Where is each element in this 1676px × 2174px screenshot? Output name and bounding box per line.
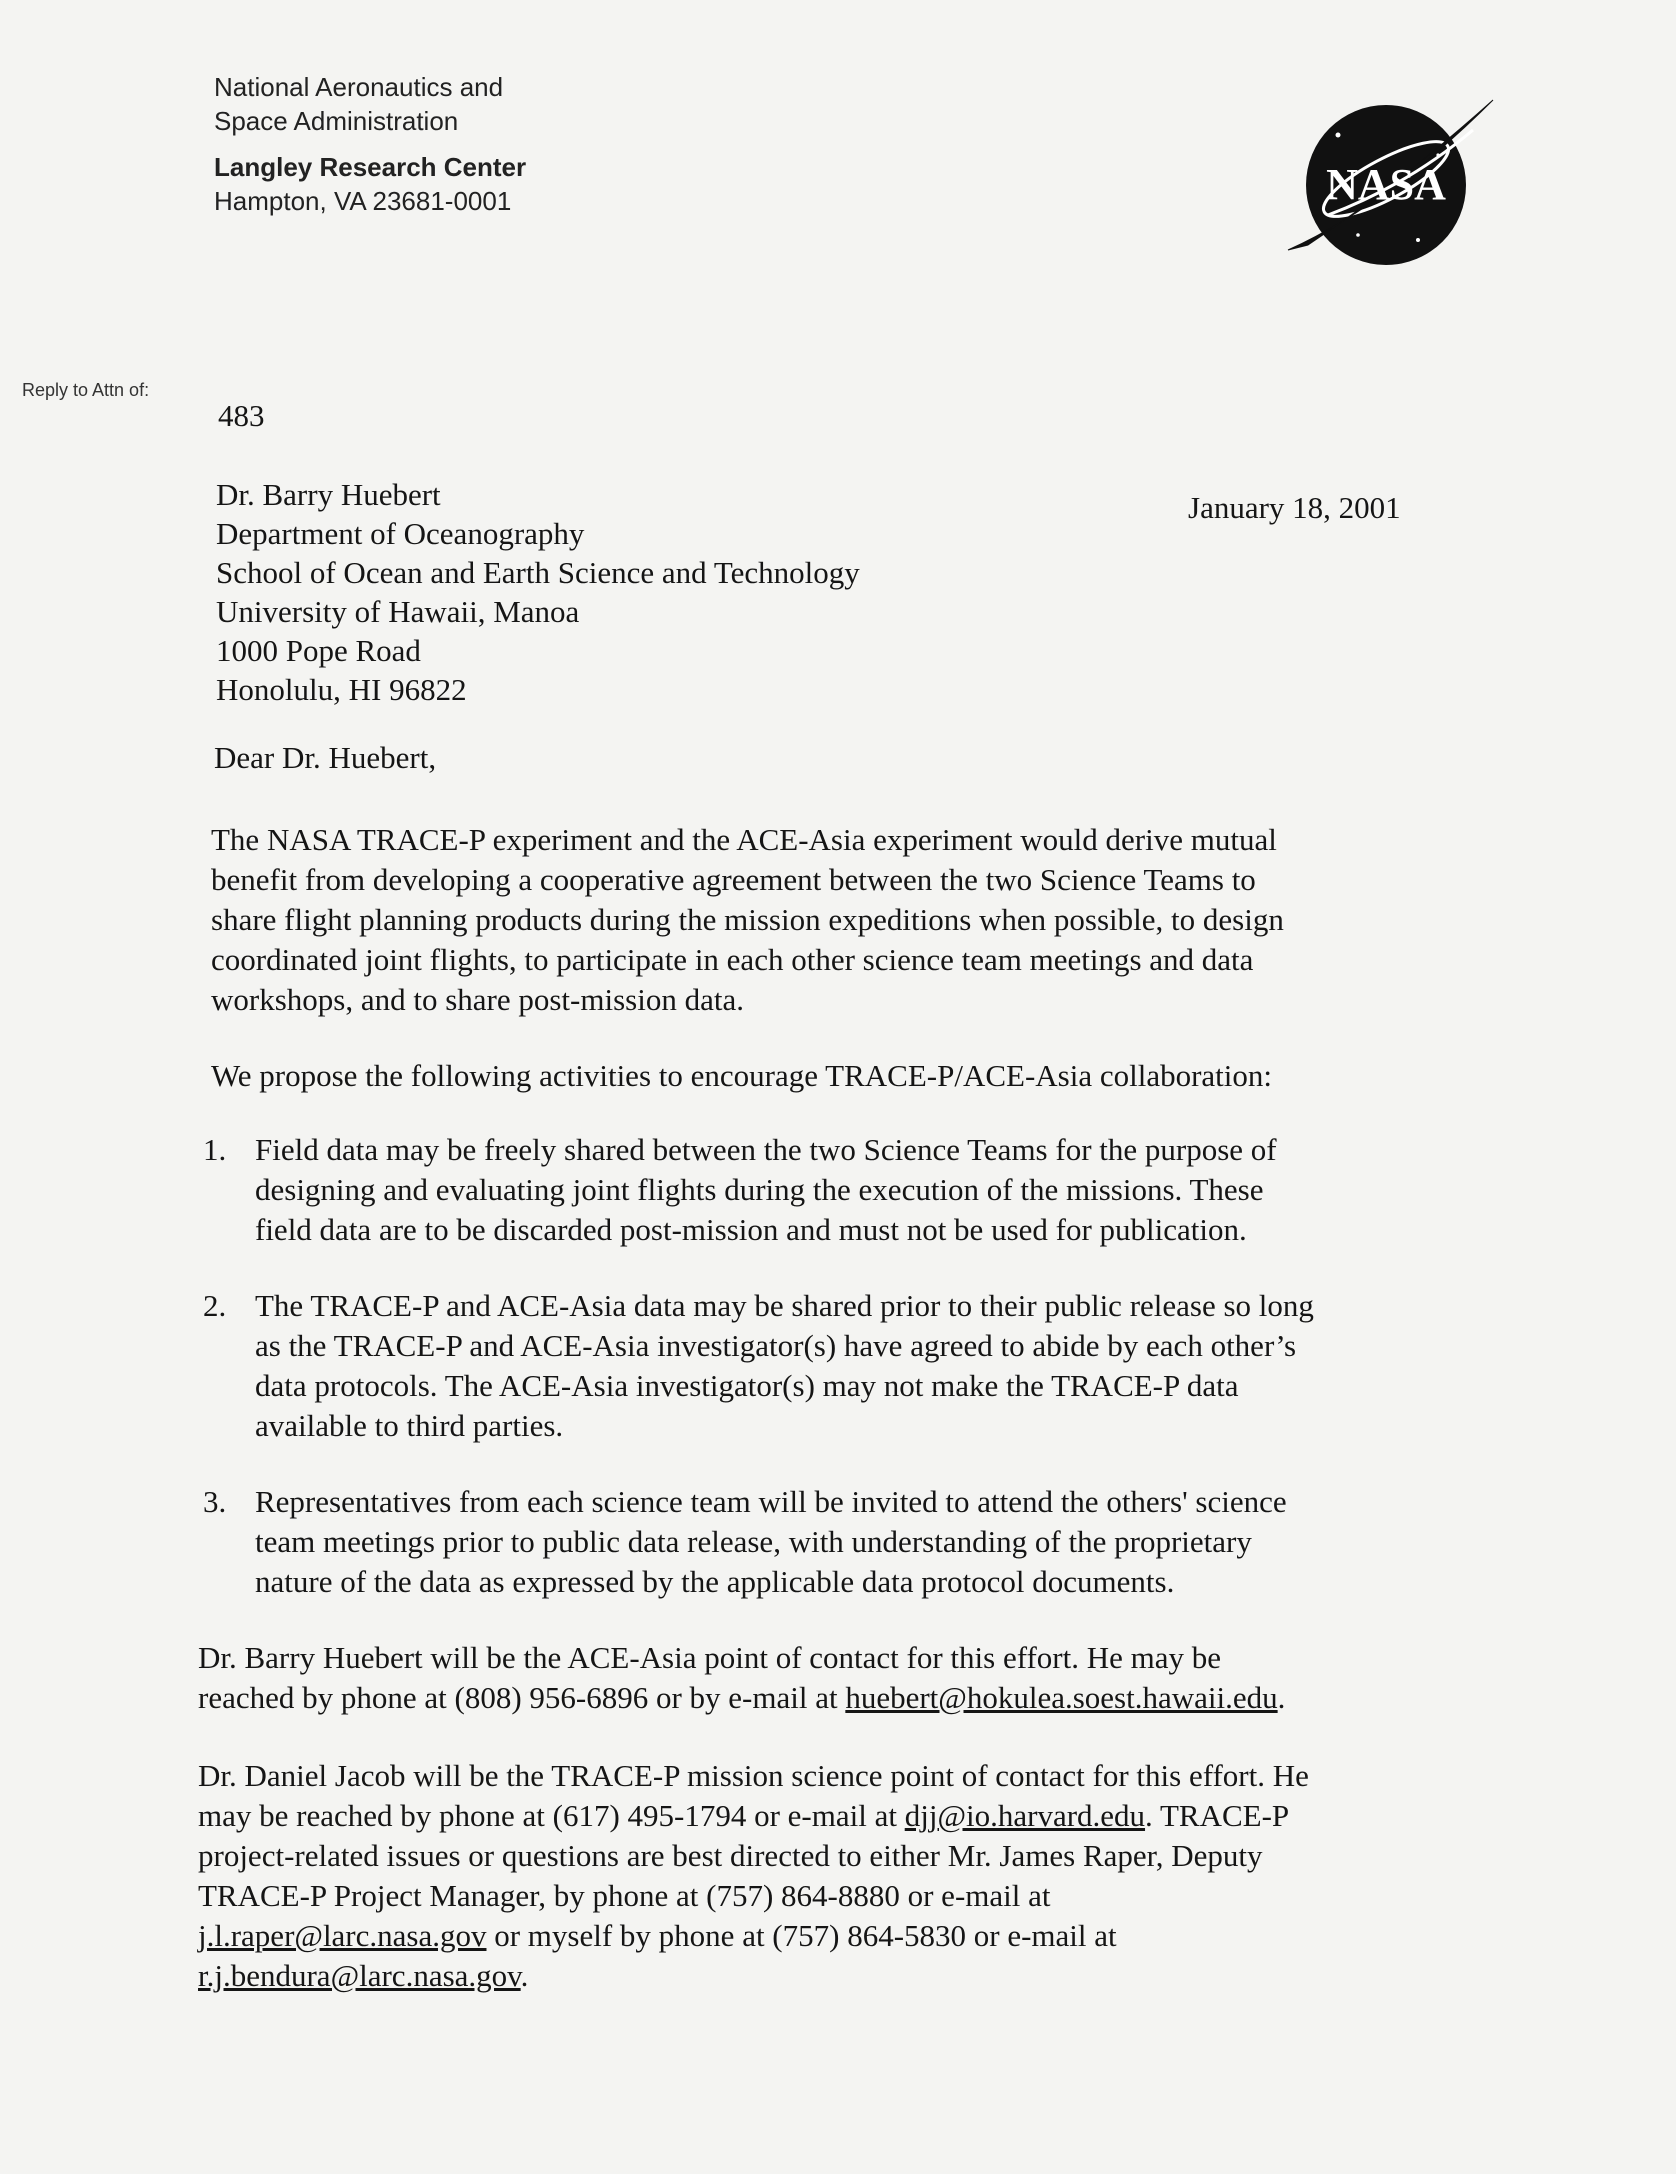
huebert-email-link[interactable]: huebert@hokulea.soest.hawaii.edu bbox=[845, 1680, 1278, 1715]
contact-paragraph-jacob bbox=[198, 1756, 1448, 1996]
list-item-number: 3. bbox=[203, 1484, 227, 1519]
paragraph-line bbox=[198, 1956, 1448, 1996]
contact-paragraph-huebert bbox=[198, 1638, 1448, 1718]
list-item-line: team meetings prior to public data release, with understanding of the proprietary bbox=[255, 1524, 1252, 1559]
proposal-intro: We propose the following activities to encourage TRACE-P/ACE-Asia collaboration: bbox=[211, 1058, 1273, 1093]
paragraph-text: reached by phone at (808) 956-6896 or by e-mail at bbox=[198, 1680, 846, 1715]
paragraph-line: benefit from developing a cooperative agreement between the two Science Teams to bbox=[211, 862, 1256, 897]
list-item-line: as the TRACE-P and ACE-Asia investigator(s) have agreed to abide by each other’s bbox=[255, 1328, 1297, 1363]
list-item-line: Field data may be freely shared between the two Science Teams for the purpose of bbox=[255, 1132, 1277, 1167]
agency-name-line2: Space Administration bbox=[214, 106, 459, 136]
list-item-line: Representatives from each science team will be invited to attend the others' science bbox=[255, 1484, 1287, 1519]
letterhead-agency bbox=[214, 70, 526, 218]
list-item-number: 2. bbox=[203, 1288, 227, 1323]
paragraph-line: Dr. Barry Huebert will be the ACE-Asia point of contact for this effort. He may be bbox=[198, 1640, 1222, 1675]
list-item-line: The TRACE-P and ACE-Asia data may be shared prior to their public release so long bbox=[255, 1288, 1314, 1323]
logo-wordmark: NASA bbox=[1326, 160, 1446, 209]
recipient-city: Honolulu, HI 96822 bbox=[216, 672, 467, 707]
paragraph-line bbox=[198, 1796, 1448, 1836]
salutation: Dear Dr. Huebert, bbox=[214, 740, 437, 775]
list-item-line: data protocols. The ACE-Asia investigator(s) may not make the TRACE-P data bbox=[255, 1368, 1239, 1403]
reply-code: 483 bbox=[218, 398, 265, 433]
paragraph-line: The NASA TRACE-P experiment and the ACE-Asia experiment would derive mutual bbox=[211, 822, 1277, 857]
recipient-street: 1000 Pope Road bbox=[216, 633, 421, 668]
center-name: Langley Research Center bbox=[214, 152, 527, 182]
intro-paragraph bbox=[211, 820, 1461, 1020]
letter-date: January 18, 2001 bbox=[1188, 490, 1401, 525]
center-address: Hampton, VA 23681-0001 bbox=[214, 186, 512, 216]
nasa-logo bbox=[1268, 95, 1498, 265]
paragraph-line bbox=[198, 1916, 1448, 1956]
raper-email-link[interactable]: j.l.raper@larc.nasa.gov bbox=[198, 1918, 487, 1953]
paragraph-line: coordinated joint flights, to participate in each other science team meetings and data bbox=[211, 942, 1254, 977]
list-item-line: nature of the data as expressed by the applicable data protocol documents. bbox=[255, 1564, 1175, 1599]
paragraph-line: workshops, and to share post-mission data. bbox=[211, 982, 744, 1017]
paragraph-text: or myself by phone at (757) 864-5830 or e-mail at bbox=[486, 1918, 1117, 1953]
list-item-number: 1. bbox=[203, 1132, 227, 1167]
jacob-email-link[interactable]: djj@io.harvard.edu bbox=[904, 1798, 1146, 1833]
recipient-address bbox=[216, 475, 860, 709]
paragraph-text: may be reached by phone at (617) 495-1794 or e-mail at bbox=[198, 1798, 905, 1833]
recipient-school: School of Ocean and Earth Science and Technology bbox=[216, 555, 860, 590]
recipient-department: Department of Oceanography bbox=[216, 516, 585, 551]
agency-name-line1: National Aeronautics and bbox=[214, 72, 504, 102]
paragraph-line bbox=[198, 1678, 1448, 1718]
recipient-university: University of Hawaii, Manoa bbox=[216, 594, 580, 629]
paragraph-line: Dr. Daniel Jacob will be the TRACE-P mission science point of contact for this effort. He bbox=[198, 1758, 1309, 1793]
paragraph-line: project-related issues or questions are best directed to either Mr. James Raper, Deputy bbox=[198, 1838, 1263, 1873]
list-item-line: field data are to be discarded post-mission and must not be used for publication. bbox=[255, 1212, 1247, 1247]
paragraph-text: . TRACE-P bbox=[1145, 1798, 1290, 1833]
paragraph-text: . bbox=[520, 1958, 529, 1993]
recipient-name: Dr. Barry Huebert bbox=[216, 477, 441, 512]
paragraph-text: . bbox=[1277, 1680, 1286, 1715]
list-item-line: available to third parties. bbox=[255, 1408, 564, 1443]
list-item-line: designing and evaluating joint flights during the execution of the missions. These bbox=[255, 1172, 1264, 1207]
bendura-email-link[interactable]: r.j.bendura@larc.nasa.gov bbox=[198, 1958, 521, 1993]
reply-to-label: Reply to Attn of: bbox=[22, 380, 150, 400]
paragraph-line: TRACE-P Project Manager, by phone at (757) 864-8880 or e-mail at bbox=[198, 1878, 1051, 1913]
paragraph-line: share flight planning products during the mission expeditions when possible, to design bbox=[211, 902, 1284, 937]
